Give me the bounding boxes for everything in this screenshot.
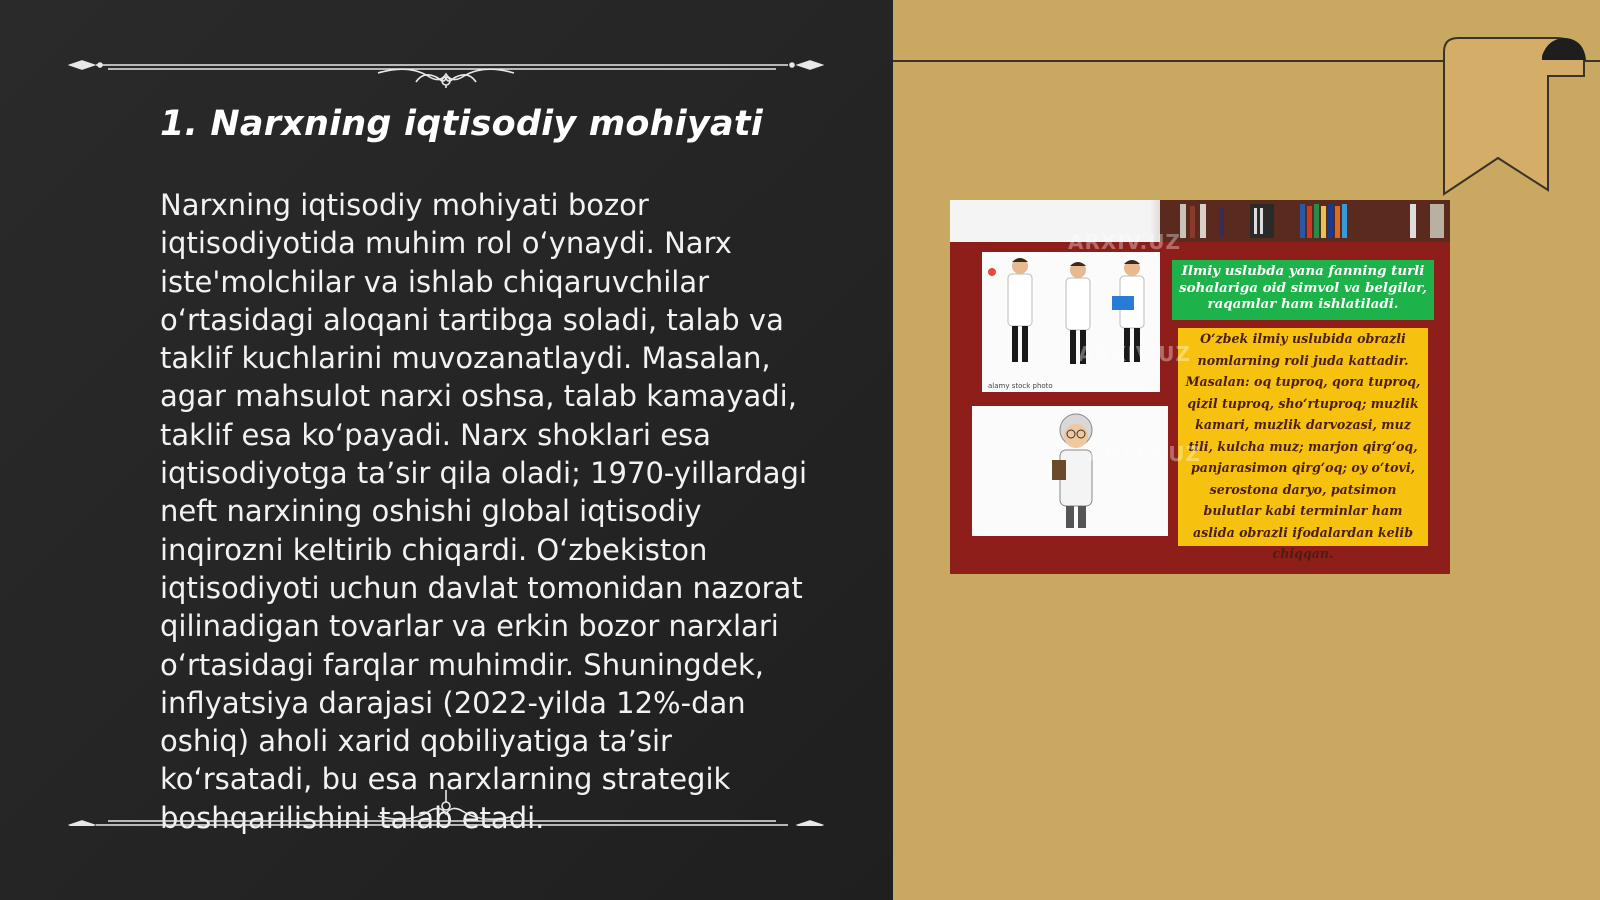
scientists-picture xyxy=(982,252,1160,392)
watermark: ARXIV.UZ xyxy=(1088,442,1201,466)
slide-body-text: Narxning iqtisodiy mohiyati bozor iqtisodiyotida muhim rol oʻynaydi. Narx iste'molchilar va ishlab chiqaruvchilar oʻrtasidagi aloqani tartibga soladi, talab va taklif kuchlarini muvozanatlaydi. Masalan, agar mahsulot narxi oshsa, talab kamayadi, taklif esa koʻpayadi. Narx shoklari esa iqtisodiyotga taʼsir qila oladi; 1970-yillardagi neft narxining oshishi global iqtisodiy inqirozni keltirib chiqardi. Oʻzbekiston iqtisodiyoti uchun davlat tomonidan nazorat qilinadigan tovarlar va erkin bozor narxlari oʻrtasidagi farqlar muhimdir. Shuningdek, inflyatsiya darajasi (2022-yilda 12%-dan oshiq) aholi xarid qobiliyatiga taʼsir koʻrsatadi, bu esa narxlarning strategik boshqarilishini talab etadi. xyxy=(160,188,808,835)
ornament-divider-icon xyxy=(68,786,824,826)
slide-title: 1. Narxning iqtisodiy mohiyati xyxy=(160,104,763,144)
ornament-divider-icon xyxy=(68,48,824,88)
green-info-box: Ilmiy uslubda yana fanning turli sohalariga oid simvol va belgilar, raqamlar ham ishlatiladi. xyxy=(1172,260,1434,320)
yellow-info-box: Oʻzbek ilmiy uslubida obrazli nomlarning roli juda kattadir. Masalan: oq tuproq, qora tuproq, qizil tuproq, shoʻrtuproq; muzlik kamari, muzlik darvozasi, muz tili, kulcha muz; marjon qirgʻoq, panjarasimon qirgʻoq; oy oʻtovi, serostona daryo, patsimon bulutlar kabi terminlar ham aslida obrazli ifodalardan kelib chiqqan. xyxy=(1178,328,1428,546)
bookshelf-icon xyxy=(1160,200,1450,242)
bookmark-icon xyxy=(1436,36,1586,198)
slide-image xyxy=(950,200,1450,574)
professor-icon xyxy=(972,406,1168,536)
watermark: ARXIV.UZ xyxy=(1068,230,1181,254)
stock-photo-label: alamy stock photo xyxy=(988,382,1053,390)
watermark: ARXIV.UZ xyxy=(1078,342,1191,366)
professor-picture xyxy=(972,406,1168,536)
